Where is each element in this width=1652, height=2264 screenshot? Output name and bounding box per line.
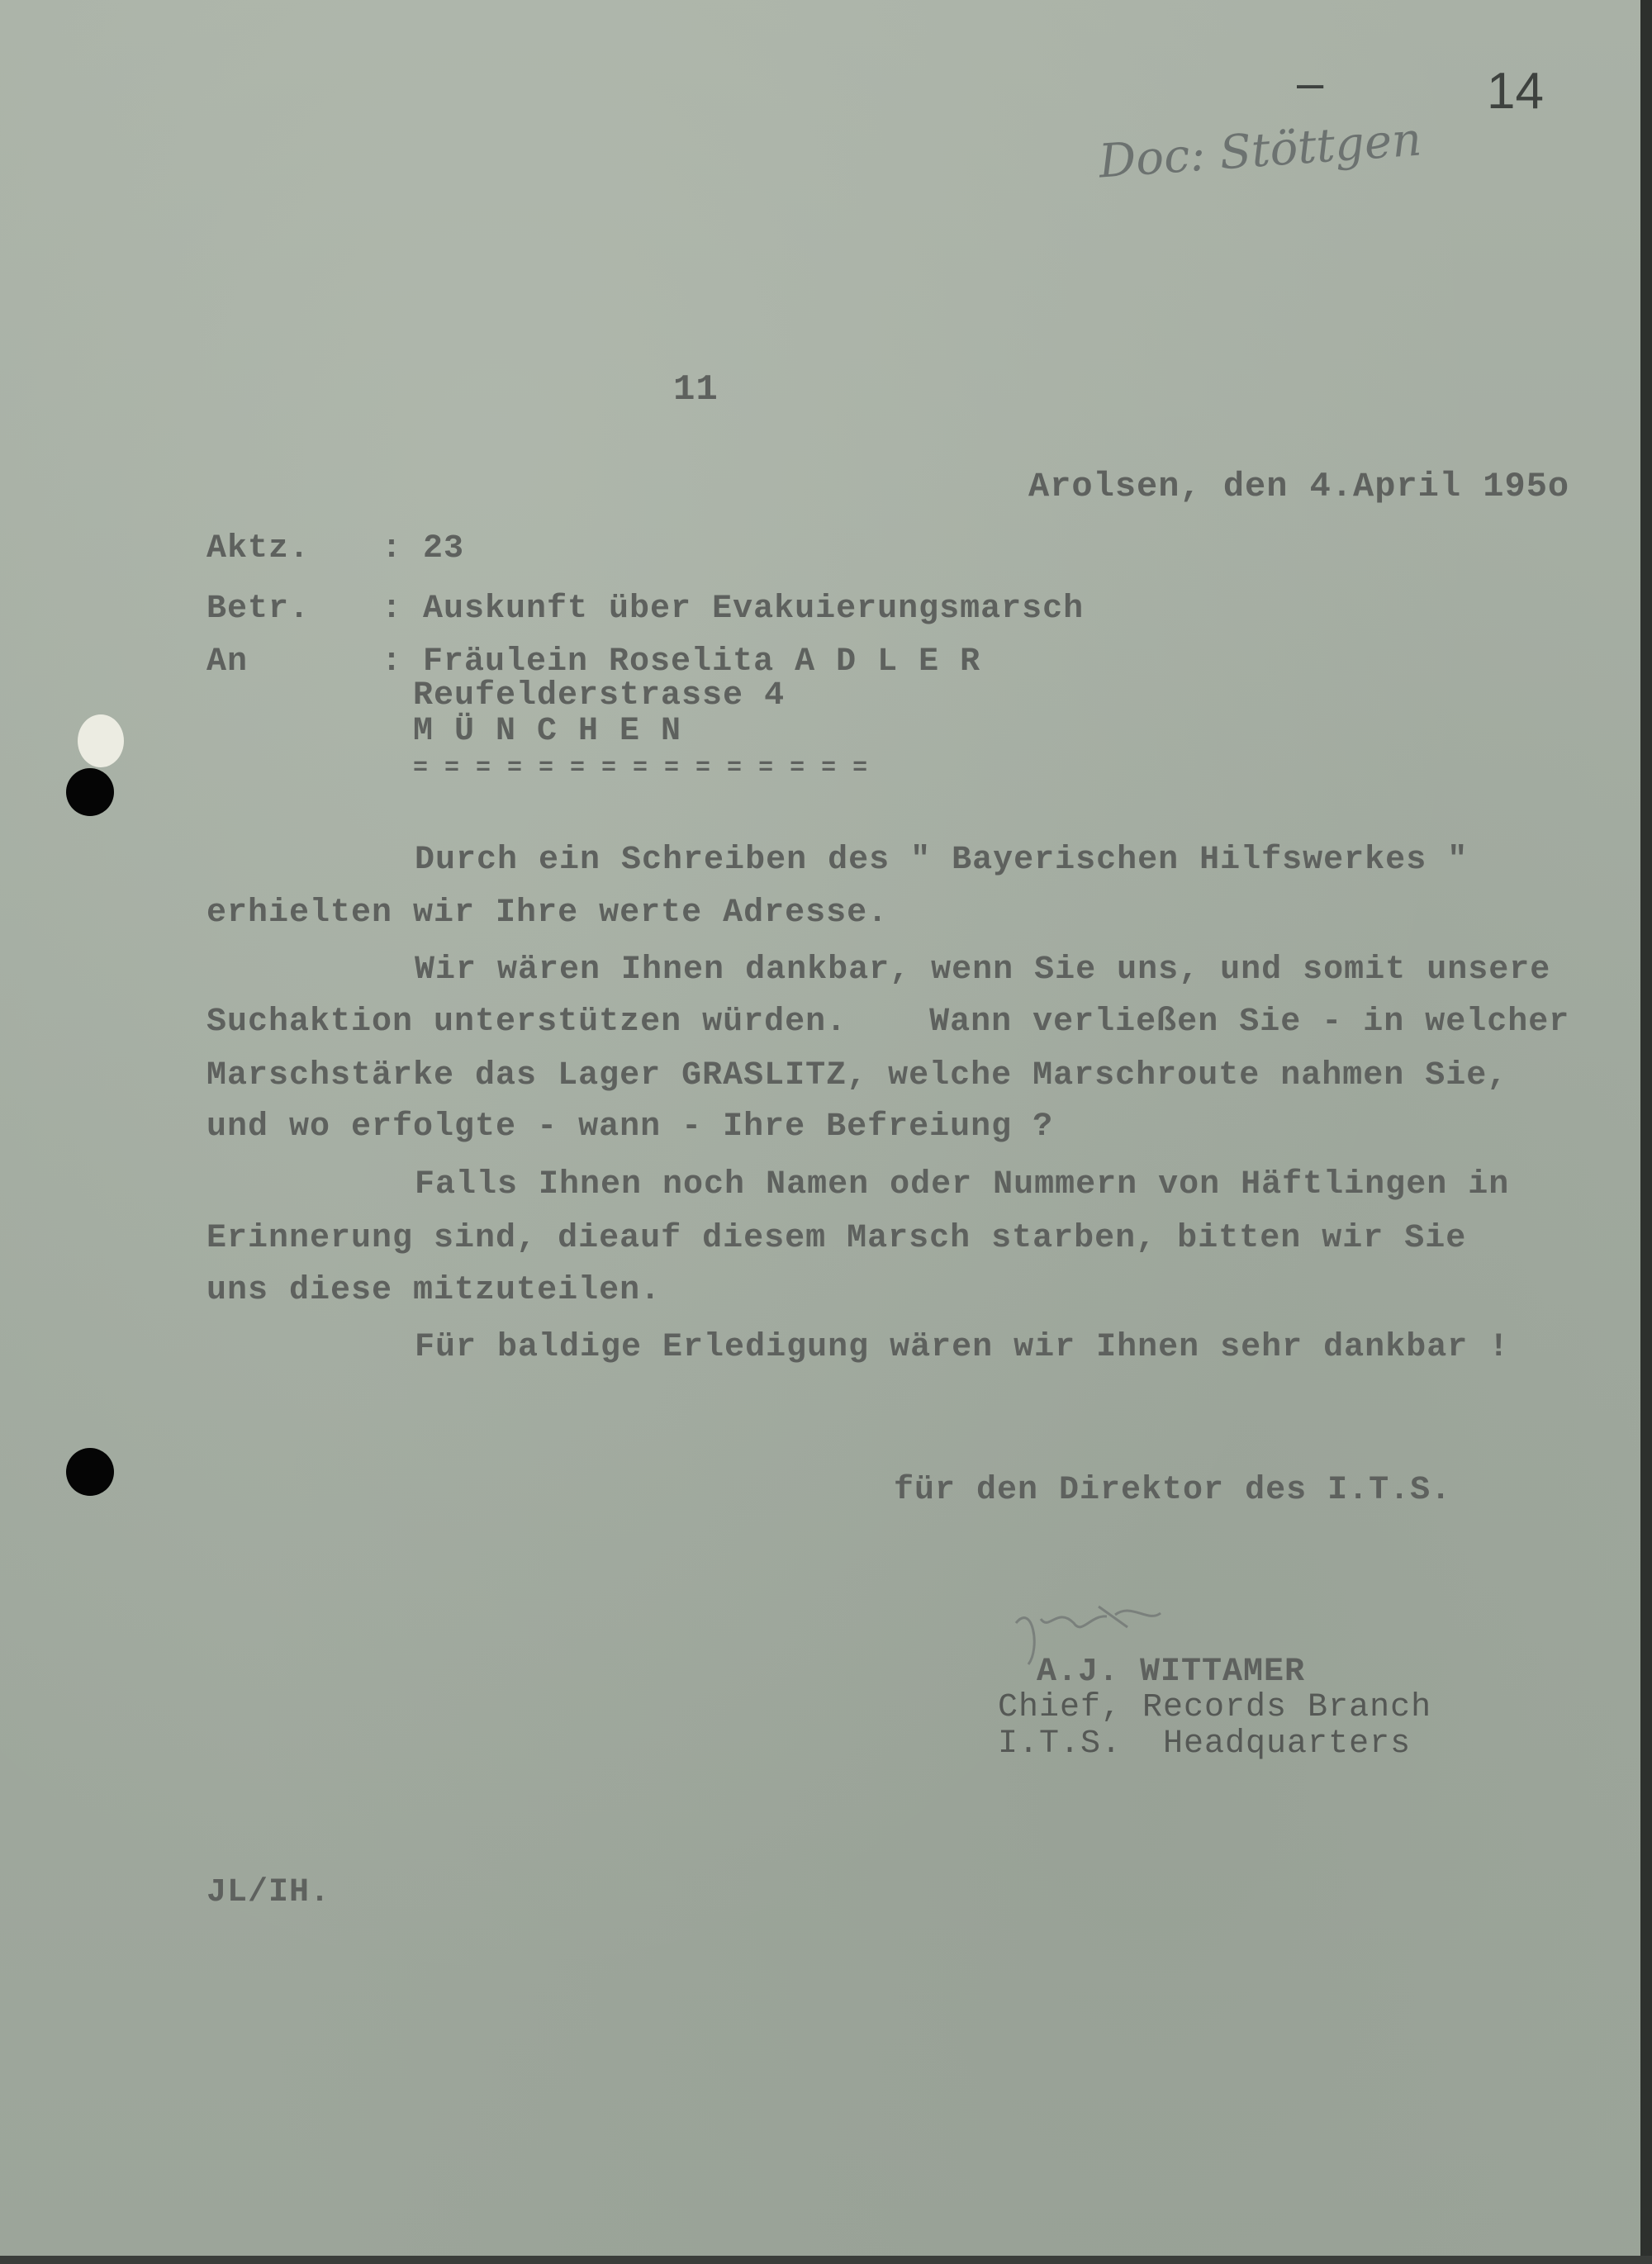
body-line-5: Marschstärke das Lager GRASLITZ, welche Marschroute nahmen Sie, bbox=[206, 1057, 1508, 1094]
header-label-aktz: Aktz. bbox=[206, 530, 311, 567]
scan-edge-right bbox=[1640, 0, 1652, 2264]
place-date: Arolsen, den 4.April 195o bbox=[1028, 467, 1570, 506]
signature-org: I.T.S. Headquarters bbox=[998, 1725, 1412, 1763]
corner-dash: – bbox=[1297, 56, 1324, 110]
body-line-6: und wo erfolgte - wann - Ihre Befreiung ? bbox=[206, 1108, 1054, 1146]
body-line-4: Suchaktion unterstützen würden. Wann verließen Sie - in welcher bbox=[206, 1004, 1570, 1041]
header-value-betr: : Auskunft über Evakuierungsmarsch bbox=[382, 591, 1085, 628]
body-line-2: erhielten wir Ihre werte Adresse. bbox=[206, 895, 889, 932]
header-value-aktz: : 23 bbox=[382, 530, 465, 567]
address-underline: = = = = = = = = = = = = = = = bbox=[413, 754, 869, 782]
handwritten-note: Doc: Stöttgen bbox=[1097, 112, 1424, 189]
header-label-an: An bbox=[206, 643, 249, 681]
punch-hole-light bbox=[78, 714, 124, 767]
reference-initials: JL/IH. bbox=[206, 1874, 331, 1911]
body-line-8: Erinnerung sind, dieauf diesem Marsch starben, bitten wir Sie bbox=[206, 1220, 1467, 1257]
header-label-betr: Betr. bbox=[206, 591, 311, 628]
header-value-an: : Fräulein Roselita A D L E R bbox=[382, 643, 981, 681]
letter-number: 11 bbox=[673, 369, 719, 411]
signature-name: A.J. WITTAMER bbox=[1037, 1654, 1306, 1691]
closing-line: für den Direktor des I.T.S. bbox=[894, 1472, 1452, 1509]
address-street: Reufelderstrasse 4 bbox=[413, 677, 786, 714]
page-number: 14 bbox=[1487, 63, 1544, 120]
body-line-3: Wir wären Ihnen dankbar, wenn Sie uns, und somit unsere bbox=[415, 952, 1551, 989]
body-line-10: Für baldige Erledigung wären wir Ihnen sehr dankbar ! bbox=[415, 1329, 1510, 1366]
punch-hole-lower bbox=[66, 1448, 114, 1496]
punch-hole-upper bbox=[66, 768, 114, 816]
address-city: M Ü N C H E N bbox=[413, 713, 682, 750]
body-line-7: Falls Ihnen noch Namen oder Nummern von Häftlingen in bbox=[415, 1166, 1510, 1203]
signature-title: Chief, Records Branch bbox=[998, 1689, 1432, 1726]
scan-edge-bottom bbox=[0, 2256, 1652, 2264]
body-line-1: Durch ein Schreiben des " Bayerischen Hilfswerkes " bbox=[415, 842, 1469, 879]
body-line-9: uns diese mitzuteilen. bbox=[206, 1272, 662, 1309]
